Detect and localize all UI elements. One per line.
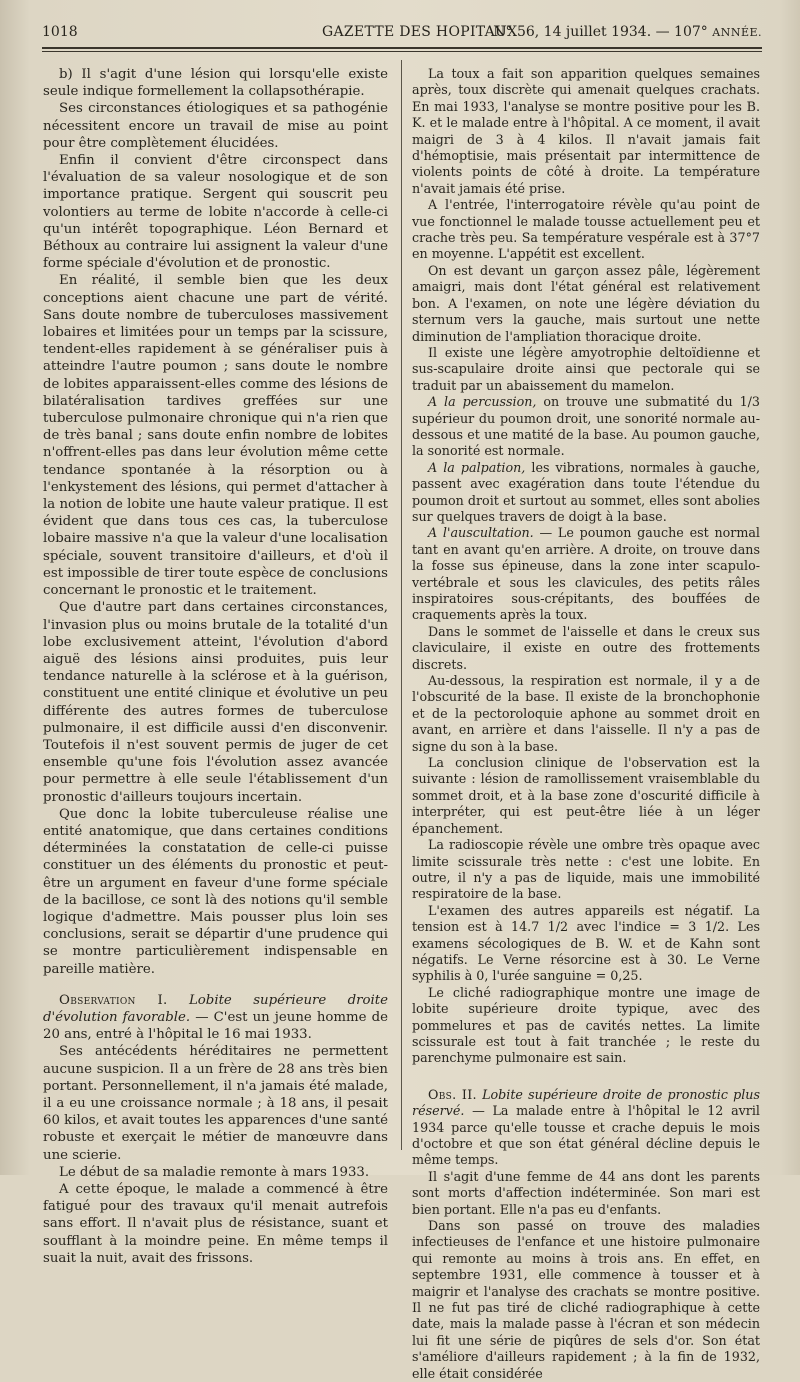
- paragraph: A cette époque, le malade a commencé à être fatigué pour des travaux qu'il menait autrefois sans effort. Il n'avait plus de résistance, suant et soufflant à la moindre peine. En même temps il suait la nuit, avait des frissons.: [43, 1182, 388, 1266]
- paragraph: L'examen des autres appareils est négatif. La tension est à 14.7 1/2 avec l'indice = 3 1/2. Les examens sécologiques de B. W. et de Kahn sont négatifs. Le Verne résorcine est à 30. Le Verne syphilis à 0, l'urée sanguine = 0,25.: [412, 902, 760, 984]
- paragraph: La conclusion clinique de l'observation est la suivante : lésion de ramollissement vraisemblable du sommet droit, et à la base zone d'oscurité difficile à interpréter, qui est peut-être liée à un léger épanchement.: [412, 755, 760, 836]
- paragraph: La toux a fait son apparition quelques semaines après, toux discrète qui amenait quelques crachats. En mai 1933, l'analyse se montre positive pour les B. K. et le malade entre à l'hôpital. A ce moment, il avait maigri de 3 à 4 kilos. Il n'avait jamais fait d'hémoptisie, mais présentait par intermittence de violents points de côté à droite. La température n'avait jamais été prise.: [412, 66, 760, 196]
- paragraph: En réalité, il semble bien que les deux conceptions aient chacune une part de vérité. Sans doute nombre de tuberculoses massivement lobaires et limitées pour un temps par la scissure, tendent-elles rapidement à se généraliser puis à atteindre l'autre poumon ; sans doute le nombre de lobites apparaissent-elles comme des lésions de bilatéralisation tardives greffées sur une tuberculose pulmonaire chronique qui n'a rien que de très banal ; sans doute enfin nombre de lobites n'offrent-elles pas dans leur évolution même cette tendance spontanée à la résorption ou à l'enkystement des lésions, qui permet d'attacher à la notion de lobite une haute valeur pratique. Il est évident que dans tous ces cas, la tuberculose lobaire massive n'a que la valeur d'une localisation spéciale, souvent transitoire d'ailleurs, et d'où il est impossible de tirer toute espèce de conclusions concernant le pronostic et le traitement.: [43, 273, 388, 599]
- paragraph: [412, 525, 760, 623]
- issue-annee: ANNÉE.: [712, 26, 762, 39]
- issue-line: [493, 24, 762, 40]
- observation-text: — La malade entre à l'hôpital le 12 avril 1934 parce qu'elle tousse et crache depuis le mois d'octobre et que son état général décline depuis le même temps.: [412, 1103, 760, 1168]
- header-rule: [42, 47, 762, 49]
- paragraph: On est devant un garçon assez pâle, légèrement amaigri, mais dont l'état général est relativement bon. A l'examen, on note une légère déviation du sternum vers la gauche, mais surtout une nette diminution de l'ampliation thoracique droite.: [412, 262, 760, 344]
- paragraph-text: les vibrations, normales à gauche, passent avec exagération dans toute l'étendue du poumon droit et surtout au sommet, elles sont abolies sur quelques travers de doigt à la base.: [412, 459, 761, 524]
- observation-heading: [412, 1087, 760, 1169]
- paragraph: Dans son passé on trouve des maladies infectieuses de l'enfance et une histoire pulmonaire qui remonte au moins à trois ans. En effet, en septembre 1931, elle commence à tousser et à maigrir et l'analyse des crachats se montre positive. Il ne fut pas tiré de cliché radiographique à cette date, mais la malade passe à l'écran et son médecin lui fit une série de piqûres de sels d'or. Son état s'améliore d'ailleurs rapidement ; à la fin de 1932, elle était considérée: [412, 1218, 760, 1381]
- column-divider: [401, 60, 402, 1150]
- paragraph: Enfin il convient d'être circonspect dans l'évaluation de sa valeur nosologique et de son importance pratique. Sergent qui souscrit peu volontiers au terme de lobite n'accorde à celle-ci qu'un intérêt topographique. Léon Bernard et Béthoux au contraire lui assignent la valeur d'une forme spéciale d'évolution et de pronostic.: [43, 153, 388, 272]
- paragraph-lead: A la palpation,: [428, 459, 526, 475]
- paragraph-lead: A la percussion,: [428, 394, 537, 410]
- observation-label: Observation I.: [59, 992, 168, 1008]
- paragraph: A l'entrée, l'interrogatoire révèle qu'au point de vue fonctionnel le malade tousse actuellement peu et crache très peu. Sa température vespérale est à 37°7 en moyenne. L'appétit est excellent.: [412, 197, 760, 262]
- paragraph: La radioscopie révèle une ombre très opaque avec limite scissurale très nette : c'est une lobite. En outre, il n'y a pas de liquide, mais une immobilité respiratoire de la base.: [412, 837, 760, 902]
- paragraph-lead: A l'auscultation.: [428, 525, 534, 541]
- observation-label: Obs. II.: [428, 1086, 477, 1102]
- paragraph: Le cliché radiographique montre une image de lobite supérieure droite typique, avec des pommelures et pas de cavités nettes. La limite scissurale est tout à fait tranchée ; le reste du parenchyme pulmonaire est sain.: [412, 984, 760, 1066]
- paragraph-text: on trouve une submatité du 1/3 supérieur du poumon droit, une sonorité normale au-dessous et une matité de la base. Au poumon gauche, la sonorité est normale.: [412, 394, 760, 459]
- paragraph: Au-dessous, la respiration est normale, il y a de l'obscurité de la base. Il existe de la bronchophonie et de la pectoroloquie aphone au sommet droit en avant, en arrière et dans l'aisselle. Il n'y a pas de signe du son à la base.: [412, 673, 760, 754]
- paragraph: [412, 460, 760, 526]
- paragraph: Que donc la lobite tuberculeuse réalise une entité anatomique, que dans certaines conditions déterminées la constatation de celle-ci puisse constituer un des éléments du pronostic et peut-être un argument en faveur d'une forme spéciale de la bacillose, ce sont là des notions qu'il semble logique d'admettre. Mais pousser plus loin ses conclusions, serait se départir d'une prudence qui se montre particulièrement indispensable en pareille matière.: [43, 806, 388, 977]
- paragraph: [412, 394, 760, 460]
- paragraph-text: — Le poumon gauche est normal tant en avant qu'en arrière. A droite, on trouve dans la fosse sus épineuse, dans la zone inter scapulo-vertébrale et sous les clavicules, des petits râles inspiratoires sous-crépitants, des bouffées de craquements après la toux.: [412, 525, 760, 623]
- paragraph: Il s'agit d'une femme de 44 ans dont les parents sont morts d'affection indéterminée. Son mari est bien portant. Elle n'a pas eu d'enfants.: [412, 1168, 760, 1217]
- paragraph: Le début de sa maladie remonte à mars 1933.: [59, 1164, 370, 1180]
- issue-text: N° 56, 14 juillet 1934. — 107°: [493, 24, 708, 40]
- header-rule-thin: [42, 51, 762, 52]
- paragraph: Ses antécédents héréditaires ne permettent aucune suspicion. Il a un frère de 28 ans très bien portant. Personnellement, il n'a jamais été malade, il a eu une croissance normale ; à 18 ans, il pesait 60 kilos, et avait toutes les apparences d'une santé robuste et exerçait le métier de manœuvre dans une scierie.: [43, 1044, 388, 1163]
- page-number: 1018: [42, 24, 78, 40]
- paragraph: Que d'autre part dans certaines circonstances, l'invasion plus ou moins brutale de la totalité d'un lobe exclusivement atteint, l'évolution d'abord aiguë des lésions ainsi produites, puis leur tendance naturelle à la sclérose et à la guérison, constituent une entité clinique et évolutive un peu différente des autres formes de tuberculose pulmonaire, il est difficile aussi d'en disconvenir. Toutefois il n'est souvent permis de juger de cet ensemble qu'une fois l'évolution assez avancée pour permettre à elle seule l'établissement d'un pronostic d'ailleurs toujours incertain.: [43, 600, 388, 805]
- left-column: [43, 66, 388, 1267]
- paragraph: Ses circonstances étiologiques et sa pathogénie nécessitent encore un travail de mise au point pour être complètement élucidées.: [43, 101, 388, 151]
- journal-title: GAZETTE DES HOPITAUX: [322, 24, 518, 40]
- paragraph: Dans le sommet de l'aisselle et dans le creux sus claviculaire, il existe en outre des frottements discrets.: [412, 623, 760, 672]
- page-header: [42, 22, 762, 46]
- observation-title: Lobite supérieure droite d'évolution favorable.: [43, 992, 389, 1025]
- observation-heading: [43, 992, 388, 1044]
- right-column: [412, 66, 760, 1382]
- observation-text: — C'est un jeune homme de 20 ans, entré à l'hôpital le 16 mai 1933.: [43, 1009, 388, 1043]
- paragraph: Il existe une légère amyotrophie deltoïdienne et sus-scapulaire droite ainsi que pectorale qui se traduit par un abaissement du mamelon.: [412, 344, 760, 393]
- observation-title: Lobite supérieure droite de pronostic plus réservé.: [412, 1086, 760, 1119]
- paragraph: b) Il s'agit d'une lésion qui lorsqu'elle existe seule indique formellement la collapsothérapie.: [43, 67, 388, 100]
